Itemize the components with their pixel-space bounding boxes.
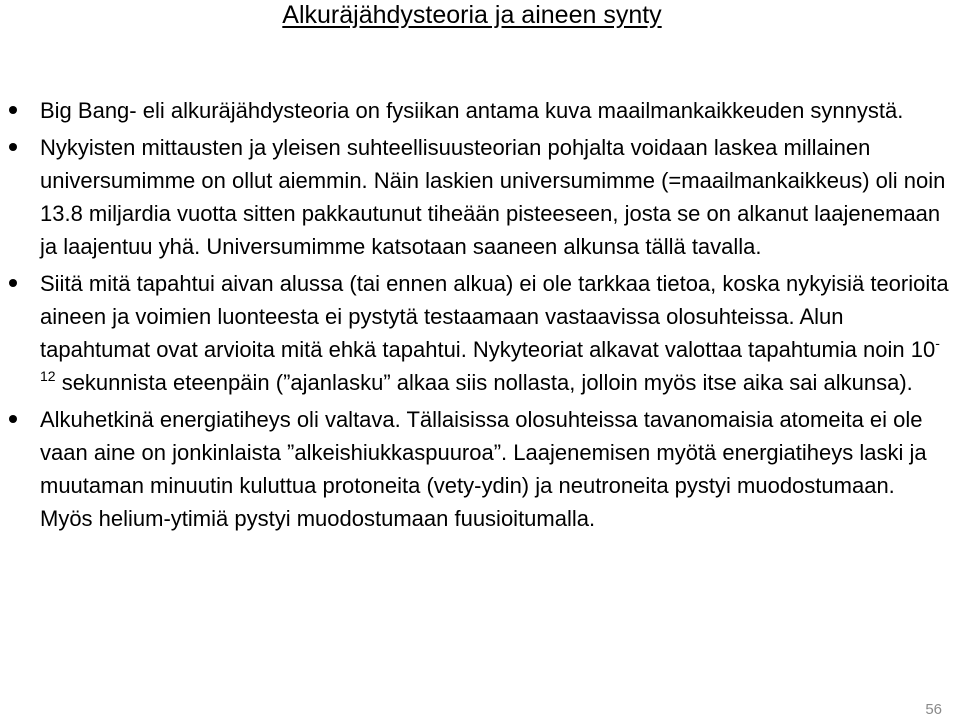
exponent-superscript: -12: [40, 335, 940, 384]
bullet-list: [0, 94, 960, 539]
bullet-item: [0, 267, 960, 399]
bullet-dot-icon: [9, 415, 17, 423]
bullet-text-before: Siitä mitä tapahtui aivan alussa (tai ennen alkua) ei ole tarkkaa tietoa, koska nykyisiä teorioita aineen ja voimien luonteesta ei pystytä testaamaan vastaavissa olosuhteissa. Alun tapahtumat ovat arvioita mitä ehkä tapahtui. Nykyteoriat alkavat valottaa tapahtumia noin 10: [40, 271, 949, 362]
bullet-dot-icon: [9, 106, 17, 114]
bullet-text: Alkuhetkinä energiatiheys oli valtava. Tällaisissa olosuhteissa tavanomaisia atomeita ei ole vaan aine on jonkinlaista ”alkeishiukkaspuuroa”. Laajenemisen myötä energiatiheys laski ja muutaman minuutin kuluttua protoneita (vety-ydin) ja neutroneita pystyi muodostumaan. Myös helium-ytimiä pystyi muodostumaan fuusioitumalla.: [40, 407, 927, 531]
bullet-text: Big Bang- eli alkuräjähdysteoria on fysiikan antama kuva maailmankaikkeuden synnystä.: [40, 98, 904, 123]
slide-title: Alkuräjähdysteoria ja aineen synty: [282, 1, 662, 29]
bullet-dot-icon: [9, 279, 17, 287]
bullet-item: [0, 131, 960, 263]
bullet-text: Nykyisten mittausten ja yleisen suhteellisuusteorian pohjalta voidaan laskea millainen universumimme on ollut aiemmin. Näin laskien universumimme (=maailmankaikkeus) oli noin 13.8 miljardia vuotta sitten pakkautunut tiheään pisteeseen, josta se on alkanut laajenemaan ja laajentuu yhä. Universumimme katsotaan saaneen alkunsa tällä tavalla.: [40, 135, 946, 259]
bullet-text-after: sekunnista eteenpäin (”ajanlasku” alkaa siis nollasta, jolloin myös itse aika sai alkunsa).: [55, 370, 913, 395]
page-number: 56: [925, 701, 942, 718]
bullet-item: [0, 94, 960, 127]
bullet-dot-icon: [9, 143, 17, 151]
bullet-item: [0, 403, 960, 535]
